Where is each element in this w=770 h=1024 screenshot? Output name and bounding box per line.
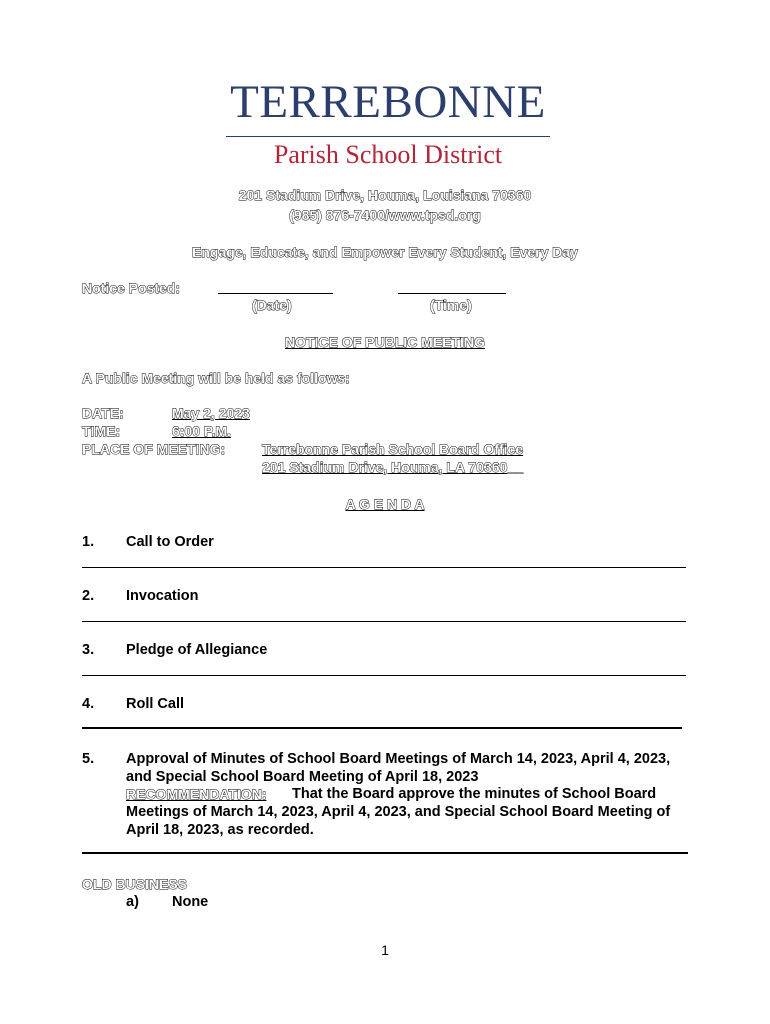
notice-posted-label: Notice Posted: bbox=[82, 280, 181, 296]
date-blank-line bbox=[218, 293, 333, 294]
place-label: PLACE OF MEETING: bbox=[82, 441, 226, 457]
meeting-intro: A Public Meeting will be held as follows: bbox=[82, 370, 350, 386]
agenda-item-number: 3. bbox=[82, 642, 95, 658]
agenda-title: A G E N D A bbox=[345, 496, 425, 512]
agenda-item-number: 5. bbox=[82, 751, 95, 767]
agenda-item-minutes-line-2: and Special School Board Meeting of April 18, 2023 bbox=[126, 769, 479, 785]
time-blank-line bbox=[398, 293, 506, 294]
meeting-time: 6:00 P.M. bbox=[172, 423, 231, 439]
time-caption: (Time) bbox=[430, 297, 472, 313]
agenda-divider bbox=[82, 727, 682, 729]
date-label: DATE: bbox=[82, 405, 124, 421]
recommendation-line-1: That the Board approve the minutes of School Board bbox=[292, 786, 657, 802]
time-label: TIME: bbox=[82, 423, 121, 439]
agenda-item-number: 4. bbox=[82, 696, 95, 712]
agenda-divider bbox=[82, 852, 688, 854]
agenda-item-call-to-order: Call to Order bbox=[126, 534, 214, 550]
agenda-item-roll-call: Roll Call bbox=[126, 696, 185, 712]
recommendation-label: RECOMMENDATION: bbox=[126, 786, 267, 802]
agenda-item-minutes-line-1: Approval of Minutes of School Board Meetings of March 14, 2023, April 4, 2023, bbox=[126, 751, 671, 767]
agenda-item-number: 1. bbox=[82, 534, 95, 550]
meeting-place-line-2: 201 Stadium Drive, Houma, LA 70360__ bbox=[262, 459, 523, 475]
district-motto: Engage, Educate, and Empower Every Student, Every Day bbox=[192, 244, 578, 260]
notice-title: NOTICE OF PUBLIC MEETING bbox=[285, 334, 485, 350]
agenda-divider bbox=[82, 567, 686, 568]
agenda-divider bbox=[82, 675, 686, 676]
recommendation-line-3: April 18, 2023, as recorded. bbox=[126, 822, 314, 838]
address-line-2: (985) 876-7400/www.tpsd.org bbox=[289, 207, 481, 223]
old-business-item-label: a) bbox=[126, 894, 139, 910]
agenda-divider bbox=[82, 621, 686, 622]
date-caption: (Date) bbox=[252, 297, 292, 313]
meeting-date: May 2, 2023 bbox=[172, 405, 250, 421]
agenda-item-number: 2. bbox=[82, 588, 95, 604]
meeting-place-line-1: Terrebonne Parish School Board Office bbox=[262, 441, 524, 457]
agenda-item-pledge: Pledge of Allegiance bbox=[126, 642, 268, 658]
old-business-heading: OLD BUSINESS bbox=[82, 876, 188, 892]
district-logo-name: TERREBONNE bbox=[230, 76, 546, 128]
logo-divider bbox=[226, 136, 550, 137]
district-logo-subtitle: Parish School District bbox=[273, 140, 503, 169]
address-line-1: 201 Stadium Drive, Houma, Louisiana 70360 bbox=[238, 187, 532, 203]
recommendation-line-2: Meetings of March 14, 2023, April 4, 2023, and Special School Board Meeting of bbox=[126, 804, 671, 820]
agenda-item-invocation: Invocation bbox=[126, 588, 199, 604]
old-business-item-text: None bbox=[172, 894, 209, 910]
page-number: 1 bbox=[381, 942, 389, 958]
